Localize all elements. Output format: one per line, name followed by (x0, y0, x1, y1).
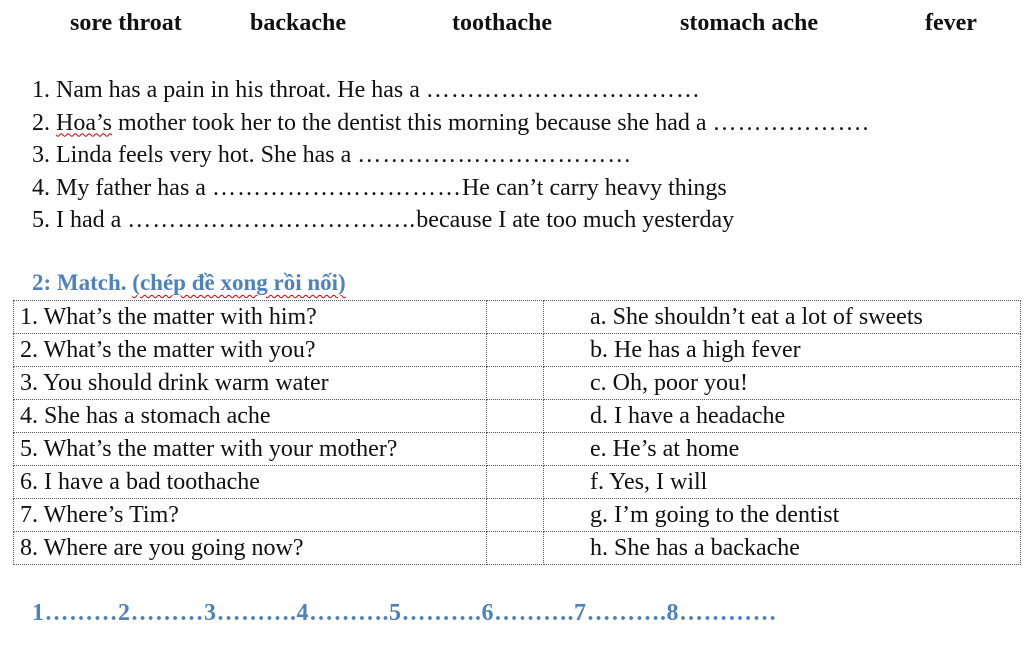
sentence-tail: He can’t carry heavy things (461, 174, 727, 201)
blank-cell (487, 367, 544, 400)
sentence-1 (32, 74, 870, 107)
question-cell: 4. She has a stomach ache (14, 400, 487, 433)
word-bank-item: backache (250, 10, 346, 36)
answer-cell: d. I have a headache (544, 400, 1021, 433)
sentence-text: 1. Nam has a pain in his throat. He has a (32, 77, 426, 103)
table-row (14, 301, 1021, 334)
match-table (13, 300, 1021, 565)
sentence-5 (32, 204, 870, 237)
word-bank (0, 10, 1024, 42)
question-cell: 5. What’s the matter with your mother? (14, 433, 487, 466)
blank-cell (487, 466, 544, 499)
table-row (14, 367, 1021, 400)
blank-cell (487, 334, 544, 367)
question-cell: 8. Where are you going now? (14, 532, 487, 565)
blank-cell (487, 433, 544, 466)
answer-cell: f. Yes, I will (544, 466, 1021, 499)
word-bank-item: stomach ache (680, 10, 818, 36)
table-row (14, 400, 1021, 433)
sentence-4 (32, 172, 870, 205)
question-cell: 2. What’s the matter with you? (14, 334, 487, 367)
blank-cell (487, 532, 544, 565)
answer-blank: ………………………… (211, 174, 462, 201)
table-row (14, 499, 1021, 532)
sentence-number: 2. (32, 109, 56, 136)
answer-cell: b. He has a high fever (544, 334, 1021, 367)
answer-cell: h. She has a backache (544, 532, 1021, 565)
sentence-tail: because I ate too much yesterday (416, 207, 735, 233)
question-cell: 3. You should drink warm water (14, 367, 487, 400)
word-bank-item: fever (925, 10, 977, 36)
answer-cell: e. He’s at home (544, 433, 1021, 466)
word-bank-item: sore throat (70, 10, 182, 36)
table-row (14, 532, 1021, 565)
word-bank-item: toothache (452, 10, 552, 36)
answer-cell: g. I’m going to the dentist (544, 499, 1021, 532)
exercise-2-title (32, 270, 346, 296)
sentence-text: 3. Linda feels very hot. She has a (32, 142, 358, 168)
answer-blank: …………………………… (425, 77, 701, 103)
table-row (14, 334, 1021, 367)
question-cell: 6. I have a bad toothache (14, 466, 487, 499)
section-note: (chép đề xong rồi nối) (132, 270, 346, 295)
question-cell: 1. What’s the matter with him? (14, 301, 487, 334)
table-row (14, 433, 1021, 466)
exercise-1 (32, 74, 870, 237)
section-heading: 2: Match. (32, 270, 133, 295)
blank-cell (487, 301, 544, 334)
question-cell: 7. Where’s Tim? (14, 499, 487, 532)
sentence-text: 4. My father has a (32, 174, 212, 201)
sentence-text: mother took her to the dentist this morning because she had a (112, 109, 713, 136)
sentence-text: 5. I had a (32, 207, 128, 233)
answer-line: 1………2………3……….4……….5……….6……….7……….8………… (32, 600, 777, 626)
answer-cell: c. Oh, poor you! (544, 367, 1021, 400)
spellcheck-word: Hoa’s (56, 109, 112, 136)
answer-blank: ………………. (712, 109, 870, 136)
answer-blank: …………………………… (357, 142, 633, 168)
sentence-3 (32, 139, 870, 172)
blank-cell (487, 400, 544, 433)
blank-cell (487, 499, 544, 532)
sentence-2 (32, 107, 870, 140)
table-row (14, 466, 1021, 499)
answer-cell: a. She shouldn’t eat a lot of sweets (544, 301, 1021, 334)
answer-blank: …………………………….. (127, 207, 417, 233)
